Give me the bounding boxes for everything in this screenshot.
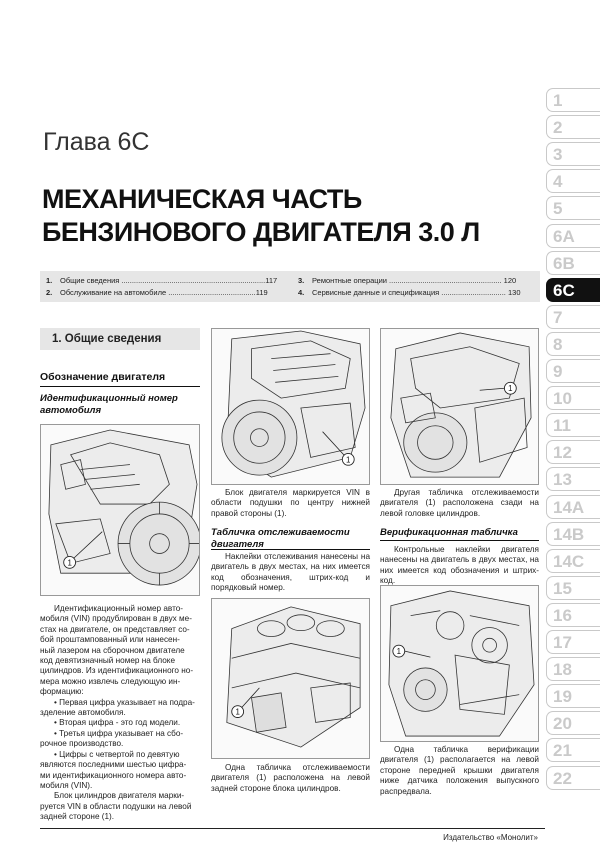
tracking-heading: Табличка отслеживаемости двигателя — [211, 527, 350, 550]
chapter-tab-22[interactable]: 22 — [546, 766, 600, 790]
chapter-tab-13[interactable]: 13 — [546, 467, 600, 491]
caption-vin-right: Блок двигателя маркируется VIN в области подушки по центру нижней правой стороны (1). — [211, 488, 370, 518]
body-line: формацию: — [40, 687, 84, 697]
chapter-tab-7[interactable]: 7 — [546, 305, 600, 329]
subsection-rule — [40, 386, 200, 387]
body-line: стах на двигателе, он представляет со- — [40, 624, 190, 634]
caption-verification: Одна табличка верификации двигателя (1) располагается на левой стороне передней крышки двигателя ниже датчика положения выпускного распредвала. — [380, 745, 539, 796]
figure-vin-block-right — [211, 328, 370, 485]
engine-flywheel-illustration — [41, 425, 199, 595]
chapter-tab-15[interactable]: 15 — [546, 576, 600, 600]
body-line: • Цифры с четвертой по девятую — [54, 749, 180, 759]
body-line: руется VIN в области подушки на левой — [40, 801, 192, 811]
toc-item-4[interactable]: 4. Сервисные данные и спецификация ............................... 130 — [298, 288, 521, 297]
publisher: Издательство «Монолит» — [443, 833, 538, 842]
chapter-tab-6b[interactable]: 6B — [546, 251, 600, 275]
svg-text:1: 1 — [346, 455, 351, 465]
body-line: • Вторая цифра - это год модели. — [54, 718, 181, 728]
chapter-tab-2[interactable]: 2 — [546, 115, 600, 139]
body-line: ми идентификационного номера авто- — [40, 770, 187, 780]
svg-text:1: 1 — [396, 647, 401, 657]
vin-description — [40, 604, 200, 823]
cylinder-head-illustration — [381, 329, 538, 484]
figure-tracking-block — [211, 598, 370, 759]
vin-heading: Идентификационный номер автомобиля — [40, 393, 178, 416]
chapter-tab-9[interactable]: 9 — [546, 359, 600, 383]
svg-text:1: 1 — [235, 707, 240, 717]
cylinder-block-illustration — [212, 599, 369, 758]
footer-rule — [40, 828, 545, 829]
chapter-tab-11[interactable]: 11 — [546, 413, 600, 437]
body-line: рочное производство. — [40, 739, 124, 749]
chapter-tab-20[interactable]: 20 — [546, 711, 600, 735]
chapter-tab-6a[interactable]: 6A — [546, 224, 600, 248]
front-cover-illustration — [381, 586, 538, 741]
body-line: • Третья цифра указывает на сбо- — [54, 728, 184, 738]
body-line: мера можно извлечь следующую ин- — [40, 676, 181, 686]
figure-verification — [380, 585, 539, 742]
chapter-tab-12[interactable]: 12 — [546, 440, 600, 464]
chapter-tab-1[interactable]: 1 — [546, 88, 600, 112]
chapter-tab-5[interactable]: 5 — [546, 196, 600, 220]
body-line: • Первая цифра указывает на подра- — [54, 697, 195, 707]
chapter-tab-10[interactable]: 10 — [546, 386, 600, 410]
verification-text: Контрольные наклейки двигателя нанесены на двигатель в двух местах, на них имеется код обозначения и штрих-код. — [380, 545, 539, 586]
verification-heading: Верификационная табличка — [380, 527, 518, 538]
body-line: Идентификационный номер авто- — [54, 604, 184, 613]
chapter-tab-8[interactable]: 8 — [546, 332, 600, 356]
chapter-tab-14a[interactable]: 14A — [546, 495, 600, 519]
body-line: ный лазером на сборочном двигателе — [40, 645, 185, 655]
table-of-contents — [40, 271, 540, 302]
engine-block-right-illustration — [212, 329, 369, 484]
section-title: 1. Общие сведения — [40, 328, 200, 350]
body-line: Блок цилиндров двигателя марки- — [54, 791, 185, 801]
callout-1: 1 — [67, 558, 72, 568]
chapter-tab-16[interactable]: 16 — [546, 603, 600, 627]
chapter-label: Глава 6C — [43, 128, 150, 156]
body-line: код девятизначный номер на блоке — [40, 656, 176, 666]
chapter-tab-4[interactable]: 4 — [546, 169, 600, 193]
chapter-tab-18[interactable]: 18 — [546, 657, 600, 681]
chapter-tab-3[interactable]: 3 — [546, 142, 600, 166]
body-line: являются последними шестью цифра- — [40, 760, 187, 770]
chapter-tab-17[interactable]: 17 — [546, 630, 600, 654]
svg-text:1: 1 — [508, 384, 513, 394]
title-line-2: БЕНЗИНОВОГО ДВИГАТЕЛЯ 3.0 Л — [42, 217, 480, 247]
body-line: мобиля (VIN) продублирован в двух ме- — [40, 614, 192, 624]
caption-tracking-head: Другая табличка отслеживаемости двигателя (1) расположена сзади на левой головке цилиндров. — [380, 488, 539, 518]
subsection-title: Обозначение двигателя — [40, 371, 166, 383]
page-title — [42, 183, 480, 249]
tracking-text: Наклейки отслеживания нанесены на двигатель в двух местах, на них имеется код обозначения, штрих-код и порядковый номер. — [211, 552, 370, 593]
caption-tracking-block: Одна табличка отслеживаемости двигателя (1) расположена на левой задней стороне блока цилиндров. — [211, 763, 370, 793]
chapter-tab-19[interactable]: 19 — [546, 684, 600, 708]
chapter-tab-14b[interactable]: 14B — [546, 522, 600, 546]
chapter-tab-14c[interactable]: 14C — [546, 549, 600, 573]
toc-item-3[interactable]: 3. Ремонтные операции ...................................................... 120 — [298, 276, 517, 285]
toc-item-2[interactable]: 2. Обслуживание на автомобиле ..........................................119 — [46, 288, 268, 297]
body-line: мобиля (VIN). — [40, 780, 93, 790]
body-line: цилиндров. Из идентификационного но- — [40, 666, 194, 676]
figure-vin-block-left — [40, 424, 200, 596]
body-line: бой проштампованный или нанесен- — [40, 635, 180, 645]
figure-tracking-head — [380, 328, 539, 485]
body-line: зделение автомобиля. — [40, 708, 126, 718]
chapter-tab-21[interactable]: 21 — [546, 738, 600, 762]
toc-item-1[interactable]: 1. Общие сведения .....................................................................117 — [46, 276, 278, 285]
body-line: задней стороне (1). — [40, 812, 115, 822]
chapter-tab-6c[interactable]: 6C — [546, 278, 600, 302]
verification-rule — [380, 540, 539, 541]
title-line-1: МЕХАНИЧЕСКАЯ ЧАСТЬ — [42, 184, 362, 214]
tracking-rule — [211, 549, 370, 550]
